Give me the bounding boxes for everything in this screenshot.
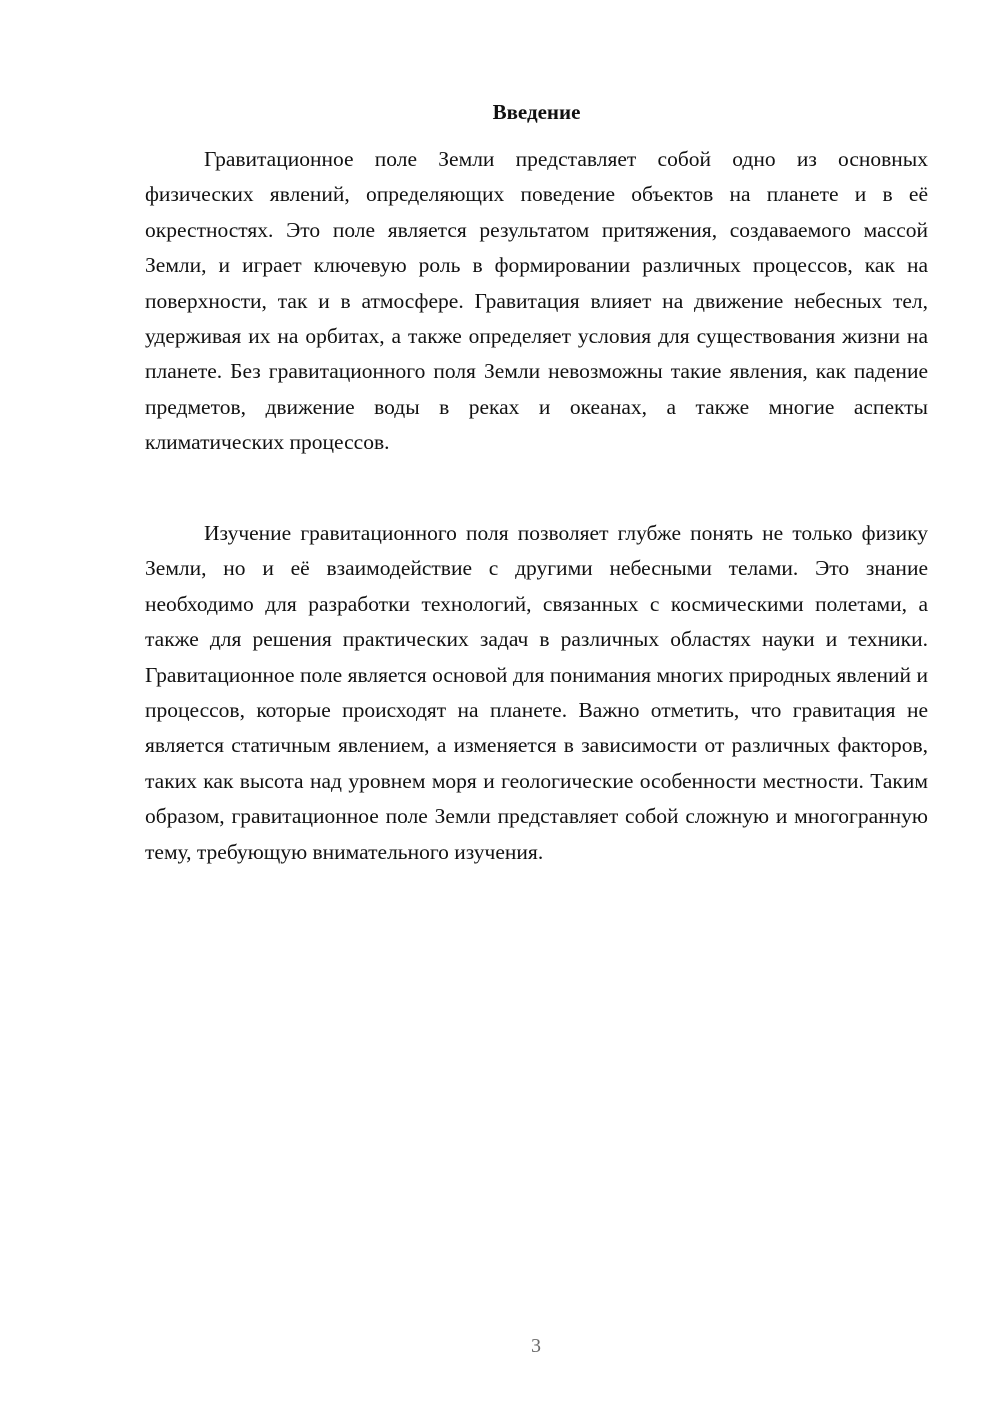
page-number: 3 (531, 1335, 541, 1357)
paragraph-1: Гравитационное поле Земли представляет собой одно из основных физических явлений, определяющих поведение объектов на планете и в её окрестностях. Это поле является результатом притяжения, создаваемого массой Земли, и играет ключевую роль в формировании различных процессов, как на поверхности, так и в атмосфере. Гравитация влияет на движение небесных тел, удерживая их на орбитах, а также определяет условия для существования жизни на планете. Без гравитационного поля Земли невозможны такие явления, как падение предметов, движение воды в реках и океанах, а также многие аспекты климатических процессов. (145, 147, 928, 455)
section-heading: Введение (492, 100, 581, 124)
paragraph-2: Изучение гравитационного поля позволяет глубже понять не только физику Земли, но и её взаимодействие с другими небесными телами. Это знание необходимо для разработки технологий, связанных с космическими полетами, а также для решения практических задач в различных областях науки и техники. Гравитационное поле является основой для понимания многих природных явлений и процессов, которые происходят на планете. Важно отметить, что гравитация не является статичным явлением, а изменяется в зависимости от различных факторов, таких как высота над уровнем моря и геологические особенности местности. Таким образом, гравитационное поле Земли представляет собой сложную и многогранную тему, требующую внимательного изучения. (145, 521, 928, 864)
